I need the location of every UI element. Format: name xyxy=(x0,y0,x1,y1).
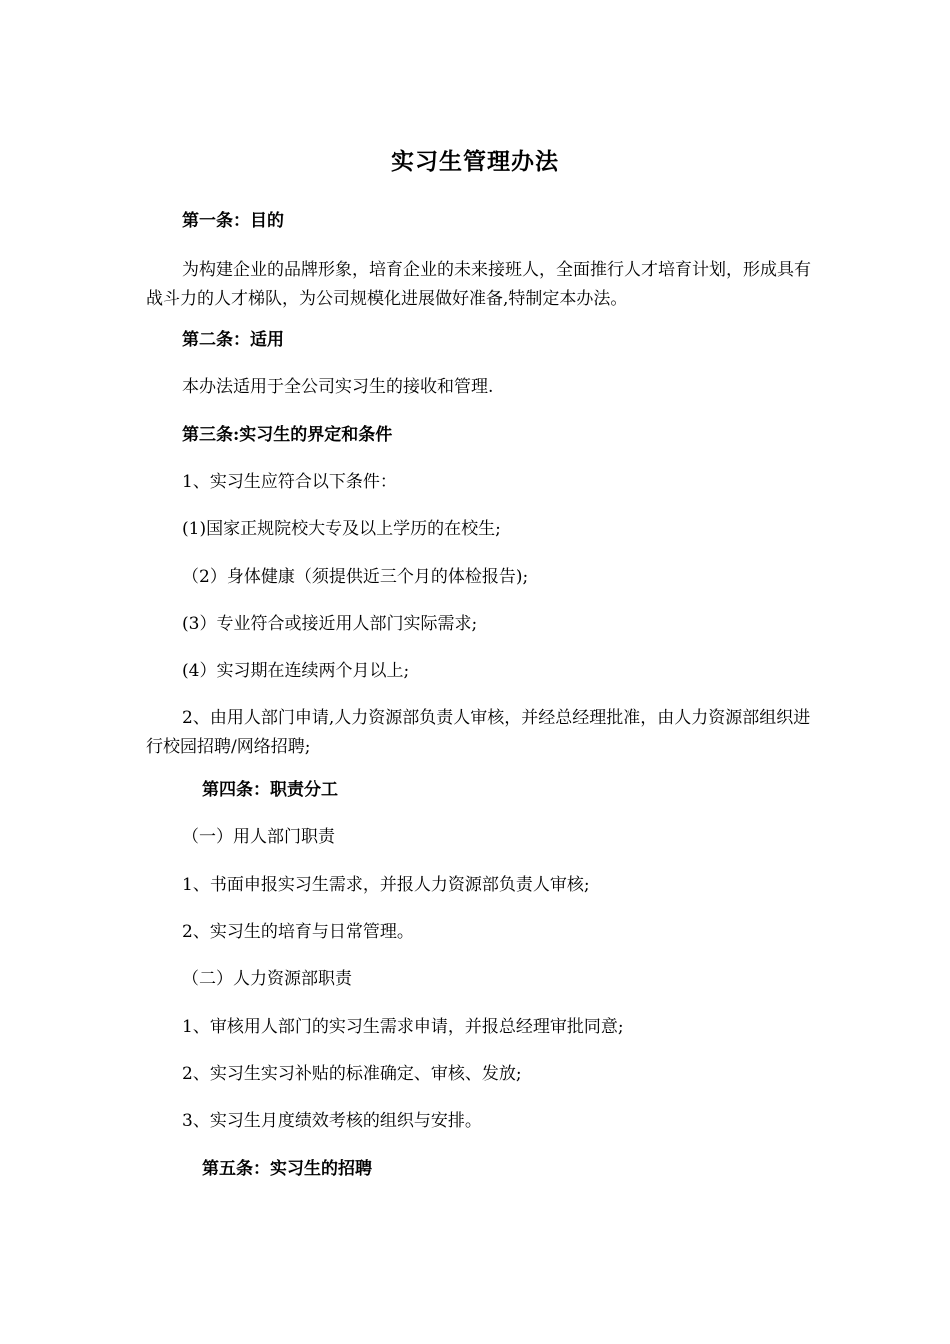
article-4-section-2-item-2: 2、实习生实习补贴的标准确定、审核、发放; xyxy=(182,1064,522,1084)
article-2-heading: 第二条：适用 xyxy=(182,330,284,350)
article-1-body-text: 为构建企业的品牌形象，培育企业的未来接班人，全面推行人才培育计划，形成具有战斗力的人才梯队，为公司规模化进展做好准备,特制定本办法。 xyxy=(146,260,811,309)
article-1-heading: 第一条：目的 xyxy=(182,211,284,231)
article-3-sub-2: （2）身体健康（须提供近三个月的体检报告); xyxy=(182,567,529,587)
article-1-body xyxy=(146,256,816,314)
article-3-heading: 第三条:实习生的界定和条件 xyxy=(182,425,393,445)
article-4-section-1-item-1: 1、书面申报实习生需求，并报人力资源部负责人审核; xyxy=(182,875,590,895)
article-3-item-1: 1、实习生应符合以下条件： xyxy=(182,472,397,492)
article-3-item-2 xyxy=(146,704,816,762)
article-4-section-2-item-1: 1、审核用人部门的实习生需求申请，并报总经理审批同意; xyxy=(182,1017,624,1037)
article-4-section-2-item-3: 3、实习生月度绩效考核的组织与安排。 xyxy=(182,1111,482,1131)
article-4-heading: 第四条：职责分工 xyxy=(202,780,338,800)
article-2-body: 本办法适用于全公司实习生的接收和管理. xyxy=(182,377,494,397)
article-3-sub-1: (1)国家正规院校大专及以上学历的在校生; xyxy=(182,519,501,539)
article-4-section-1-title: （一）用人部门职责 xyxy=(182,827,335,847)
article-3-item-2-text: 2、由用人部门申请,人力资源部负责人审核，并经总经理批准，由人力资源部组织进行校园招聘/网络招聘; xyxy=(146,708,811,757)
document-title: 实习生管理办法 xyxy=(391,148,559,175)
article-3-sub-3: (3）专业符合或接近用人部门实际需求; xyxy=(182,614,478,634)
article-4-section-1-item-2: 2、实习生的培育与日常管理。 xyxy=(182,922,414,942)
article-3-sub-4: (4）实习期在连续两个月以上; xyxy=(182,661,410,681)
article-4-section-2-title: （二）人力资源部职责 xyxy=(182,969,352,989)
article-5-heading: 第五条：实习生的招聘 xyxy=(202,1159,372,1179)
